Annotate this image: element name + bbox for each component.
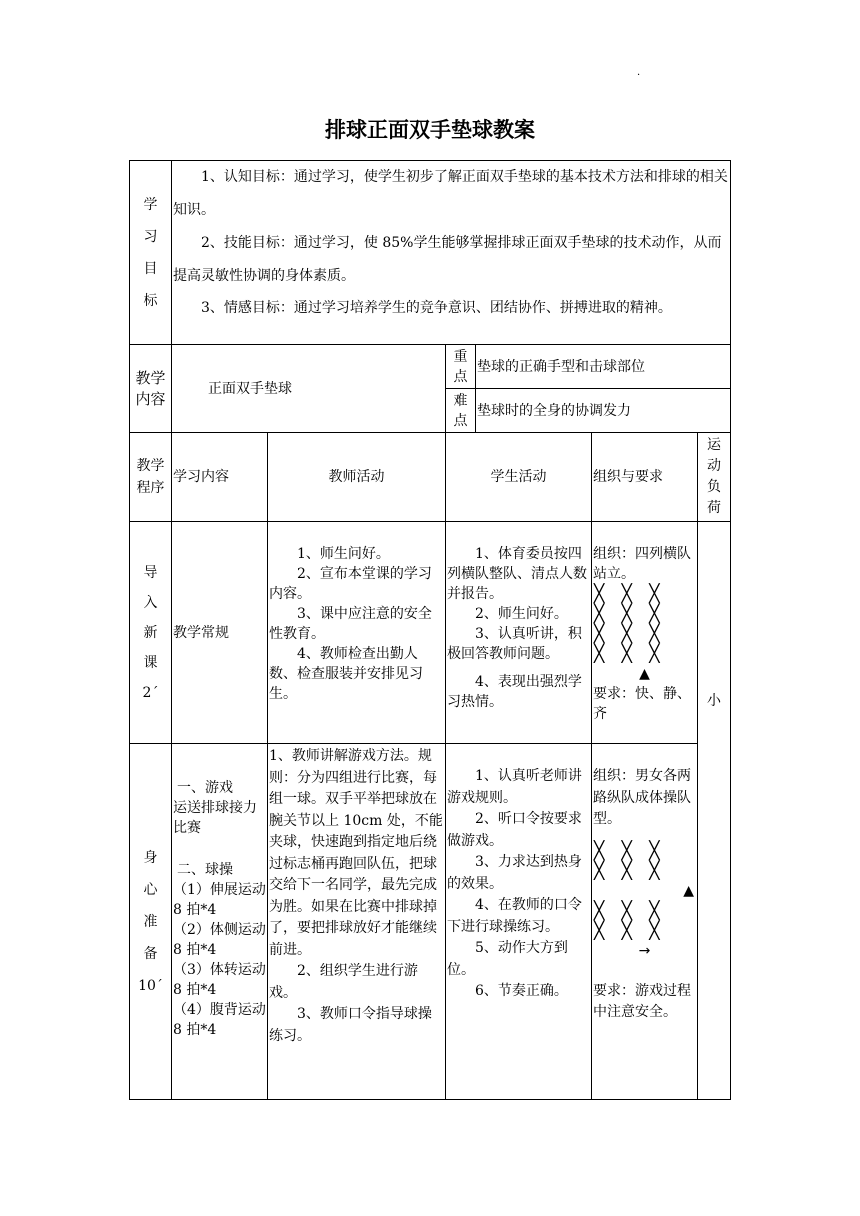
key-point-label: 重点: [446, 345, 476, 389]
goal-affective: 3、情感目标：通过学习培养学生的竞争意识、团结协作、拼搏进取的精神。: [201, 300, 672, 316]
difficulty-label: 难点: [446, 389, 476, 433]
teacher-position-marker: ▲: [683, 882, 694, 899]
warmup-org: 组织：男女各两路纵队成体操队型。 ╳ ╳ ╳ ╳ ╳ ╳ ▲ ╳ ╳ ╳ ╳ ╳ ╳ → 要求：游戏过程中注意安全。: [592, 744, 698, 1100]
load-cell: 小: [698, 522, 731, 1100]
warmup-stage: 身 心 准 备 10´: [130, 744, 172, 1100]
goal-cognitive: 1、认知目标：通过学习，使学生初步了解正面双手垫球的基本技术方法和排球的相关知识。: [173, 169, 728, 218]
formation-grid: ╳ ╳ ╳ ╳ ╳ ╳ ╳ ╳ ╳ ╳ ╳ ╳: [594, 584, 666, 664]
goals-label: 学 习 目 标: [130, 161, 172, 345]
header-org: 组织与要求: [592, 433, 698, 522]
teacher-position-marker: ▲: [639, 666, 650, 682]
key-point-value: 垫球的正确手型和击球部位: [476, 345, 731, 389]
header-teacher: 教师活动: [268, 433, 446, 522]
header-sequence: 教学程序: [130, 433, 172, 522]
warmup-teacher: 1、教师讲解游戏方法。规则：分为四组进行比赛，每组一球。双手平举把球放在腕关节以上 10cm 处，不能夹球，快速跑到指定地后绕过标志桶再跑回队伍，把球交给下一名同学，最先完成为胜。如果在比赛中排球掉了，要把排球放好才能继续前进。 2、组织学生进行游戏。 3、教师口令指导球操练习。: [268, 744, 446, 1100]
header-content: 学习内容: [172, 433, 268, 522]
intro-teacher: 1、师生问好。 2、宣布本堂课的学习内容。 3、课中应注意的安全性教育。 4、教师检查出勤人数、检查服装并安排见习生。: [268, 522, 446, 744]
direction-arrow-icon: →: [638, 942, 651, 959]
content-value: 正面双手垫球: [172, 345, 446, 433]
formation-grid-top: ╳ ╳ ╳ ╳ ╳ ╳: [594, 840, 666, 881]
warmup-content: 一、游戏 运送排球接力比赛 二、球操 （1）伸展运动 8 拍*4 （2）体侧运动 8 拍*4 （3）体转运动 8 拍*4 （4）腹背运动 8 拍*4: [172, 744, 268, 1100]
intro-stage: 导 入 新 课 2´: [130, 522, 172, 744]
header-student: 学生活动: [446, 433, 592, 522]
lesson-plan-table: [129, 160, 731, 1100]
goals-text: [172, 161, 731, 345]
content-label: 教学内容: [130, 345, 172, 433]
corner-mark: ·: [637, 70, 641, 81]
goal-skill: 2、技能目标：通过学习，使 85%学生能够掌握排球正面双手垫球的技术动作，从而提高灵敏性协调的身体素质。: [173, 235, 722, 284]
formation-grid-bottom: ╳ ╳ ╳ ╳ ╳ ╳: [594, 900, 666, 941]
intro-org: 组织：四列横队站立。 ╳ ╳ ╳ ╳ ╳ ╳ ╳ ╳ ╳ ╳ ╳ ╳ ▲ 要求：快、静、齐: [592, 522, 698, 744]
header-load: 运动负荷: [698, 433, 731, 522]
page-title: 排球正面双手垫球教案: [325, 118, 535, 142]
difficulty-value: 垫球时的全身的协调发力: [476, 389, 731, 433]
intro-student: 1、体育委员按四列横队整队、清点人数并报告。 2、师生问好。 3、认真听讲，积极回答教师问题。 4、表现出强烈学习热情。: [446, 522, 592, 744]
intro-content: 教学常规: [172, 522, 268, 744]
warmup-student: 1、认真听老师讲游戏规则。 2、听口令按要求做游戏。 3、力求达到热身的效果。 4、在教师的口令下进行球操练习。 5、动作大方到位。 6、节奏正确。: [446, 744, 592, 1100]
